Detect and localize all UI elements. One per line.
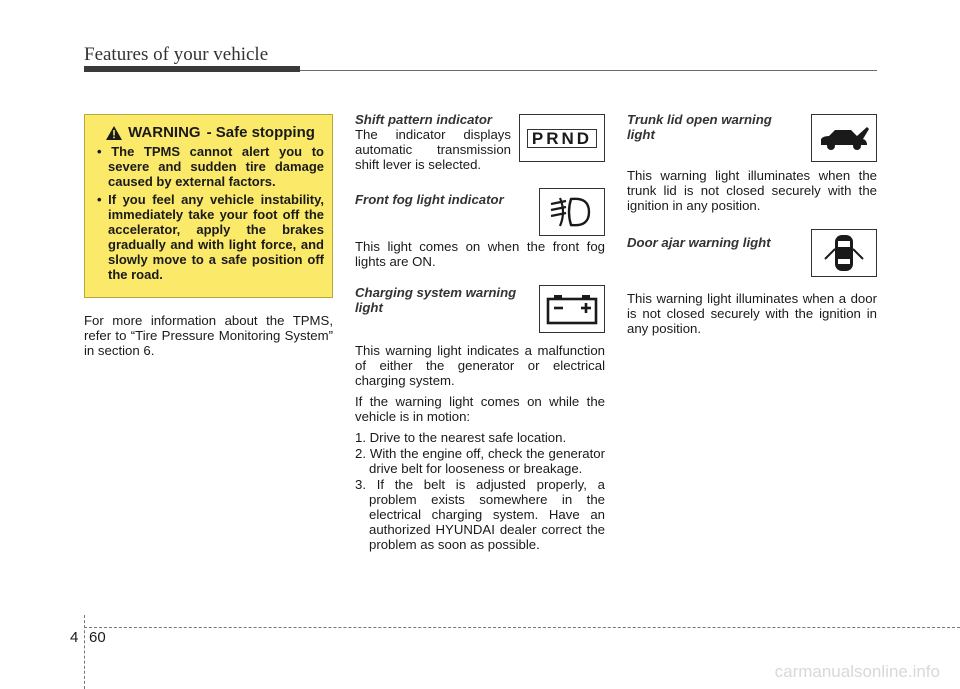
column-1 <box>84 114 333 364</box>
fog-indicator-heading: Front fog light indicator <box>355 192 504 207</box>
column-3 <box>627 112 877 342</box>
header-bar <box>84 66 300 72</box>
charging-warning-section <box>355 285 605 333</box>
warning-item: • The TPMS cannot alert you to severe and sudden tire damage caused by external factors. <box>97 144 324 189</box>
trunk-warning-heading: Trunk lid open warning light <box>627 112 772 142</box>
warning-item: • If you feel any vehicle instability, immediately take your foot off the accelerator, apply the brakes gradually and with light force, and slowly move to a safe position off the road. <box>97 192 324 282</box>
footer-vertical-rule <box>84 615 85 689</box>
door-ajar-icon <box>811 229 877 277</box>
charging-warning-text: This warning light indicates a malfunction of either the generator or electrical charging system. <box>355 343 605 388</box>
battery-icon <box>539 285 605 333</box>
warning-list <box>97 144 324 282</box>
warning-box <box>84 114 333 298</box>
door-ajar-section <box>627 235 877 277</box>
door-ajar-symbol <box>819 232 869 274</box>
trunk-warning-section <box>627 112 877 162</box>
charging-step: 3. If the belt is adjusted properly, a problem exists somewhere in the electrical charging system. Have an authorized HYUNDAI dealer correct the problem as soon as possible. <box>355 477 605 552</box>
fog-indicator-text: This light comes on when the front fog lights are ON. <box>355 239 605 269</box>
trunk-open-icon <box>811 114 877 162</box>
footer-rule <box>84 627 960 628</box>
charging-warning-heading: Charging system warning light <box>355 285 517 315</box>
warning-subtitle: - Safe stopping <box>206 124 315 141</box>
charging-steps-list <box>355 430 605 552</box>
watermark: carmanualsonline.info <box>774 662 940 681</box>
trunk-warning-text: This warning light illuminates when the trunk lid is not closed securely with the ignition in any position. <box>627 168 877 213</box>
header-rule <box>300 70 877 71</box>
charging-step: 1. Drive to the nearest safe location. <box>355 430 567 445</box>
battery-symbol <box>546 293 598 325</box>
page-header-title: Features of your vehicle <box>84 44 269 65</box>
warning-triangle-icon <box>106 126 122 140</box>
prnd-indicator-icon <box>519 114 605 162</box>
fog-indicator-section <box>355 192 605 236</box>
door-ajar-heading: Door ajar warning light <box>627 235 771 250</box>
charging-motion-text: If the warning light comes on while the vehicle is in motion: <box>355 394 605 424</box>
door-ajar-text: This warning light illuminates when a door is not closed securely with the ignition in any position. <box>627 291 877 336</box>
front-fog-light-symbol <box>549 195 595 229</box>
chapter-number: 4 <box>70 629 79 646</box>
page-number: 60 <box>89 629 106 646</box>
shift-indicator-heading: Shift pattern indicator <box>355 112 493 127</box>
trunk-open-symbol <box>817 123 871 153</box>
shift-indicator-text: The indicator displays automatic transmission shift lever is selected. <box>355 127 511 172</box>
column-2 <box>355 112 605 553</box>
shift-indicator-section <box>355 112 605 178</box>
warning-label: WARNING <box>128 124 201 141</box>
charging-step: 2. With the engine off, check the generator drive belt for looseness or breakage. <box>355 446 605 476</box>
prnd-icon-label: PRND <box>527 129 597 148</box>
warning-title <box>97 125 324 140</box>
front-fog-light-icon <box>539 188 605 236</box>
tpms-reference-text: For more information about the TPMS, refer to “Tire Pressure Monitoring System” in section 6. <box>84 313 333 358</box>
